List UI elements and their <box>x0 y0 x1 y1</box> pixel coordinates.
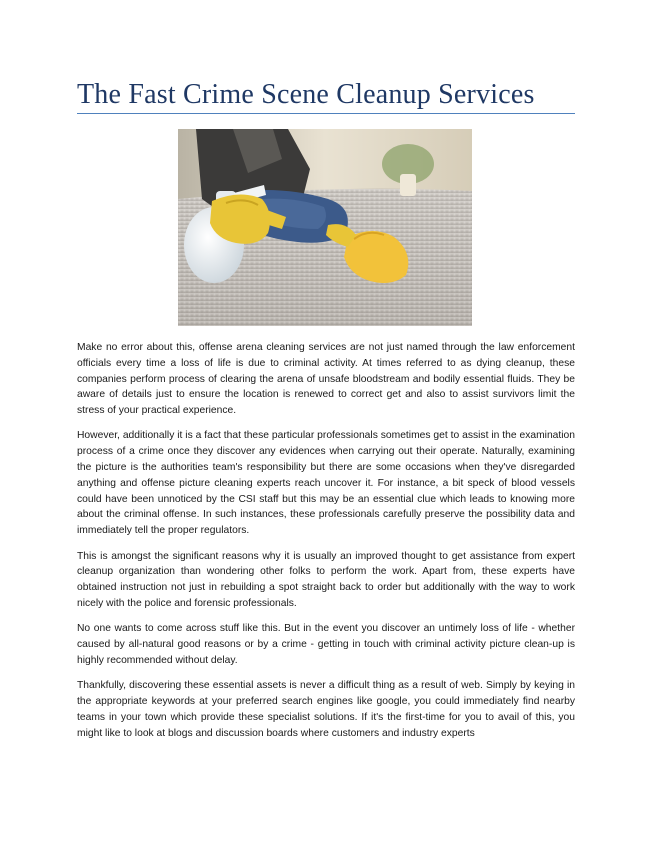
paragraph: This is amongst the significant reasons why it is usually an improved thought to get assistance from expert cleanup organization than wondering other folks to perform the work. Apart from, these experts have obtained instruction not just in rebuilding a spot straight back to order but additionally with the way to work nicely with the police and forensic professionals. <box>77 550 575 609</box>
title-underline <box>77 113 575 114</box>
paragraph: No one wants to come across stuff like this. But in the event you discover an untimely loss of life - whether caused by all-natural good reasons or by a crime - getting in touch with criminal activity picture clean-up is highly recommended without delay. <box>77 623 575 666</box>
paragraph: However, additionally it is a fact that these particular professionals sometimes get to assist in the examination process of a crime once they discover any evidences when carrying out their operate. Naturally, examining the picture is the authorities team's responsibility but there are some occasions when they've disregarded anything and offense picture cleaning experts reach uncover it. For instance, a bit speck of blood vessels could have been unnoticed by the CSI staff but this may be an essential clue which leads to knowing more about the criminal offense. In such instances, these professionals carefully preserve the possibility data and immediately tell the proper regulators. <box>77 430 575 537</box>
paragraph: Make no error about this, offense arena cleaning services are not just named through the law enforcement officials every time a loss of life is due to criminal activity. At times referred to as dying cleanup, these companies perform process of clearing the arena of unsafe bloodstream and bodily essential fluids. They be aware of details just to ensure the location is renewed to correct get and also to assist survivors limit the stress of your practical experience. <box>77 342 575 417</box>
paragraph: Thankfully, discovering these essential assets is never a difficult thing as a result of web. Simply by keying in the appropriate keywords at your preferred search engines like google, you could immediately find nearby teams in your town which provide these specialist solutions. If it's the first-time for you to avail of this, you might like to look at blogs and discussion boards where customers and industry experts <box>77 680 575 739</box>
page-title: The Fast Crime Scene Cleanup Services <box>77 79 535 110</box>
cleaning-carpet-photo <box>178 129 472 326</box>
article-body <box>77 340 575 751</box>
